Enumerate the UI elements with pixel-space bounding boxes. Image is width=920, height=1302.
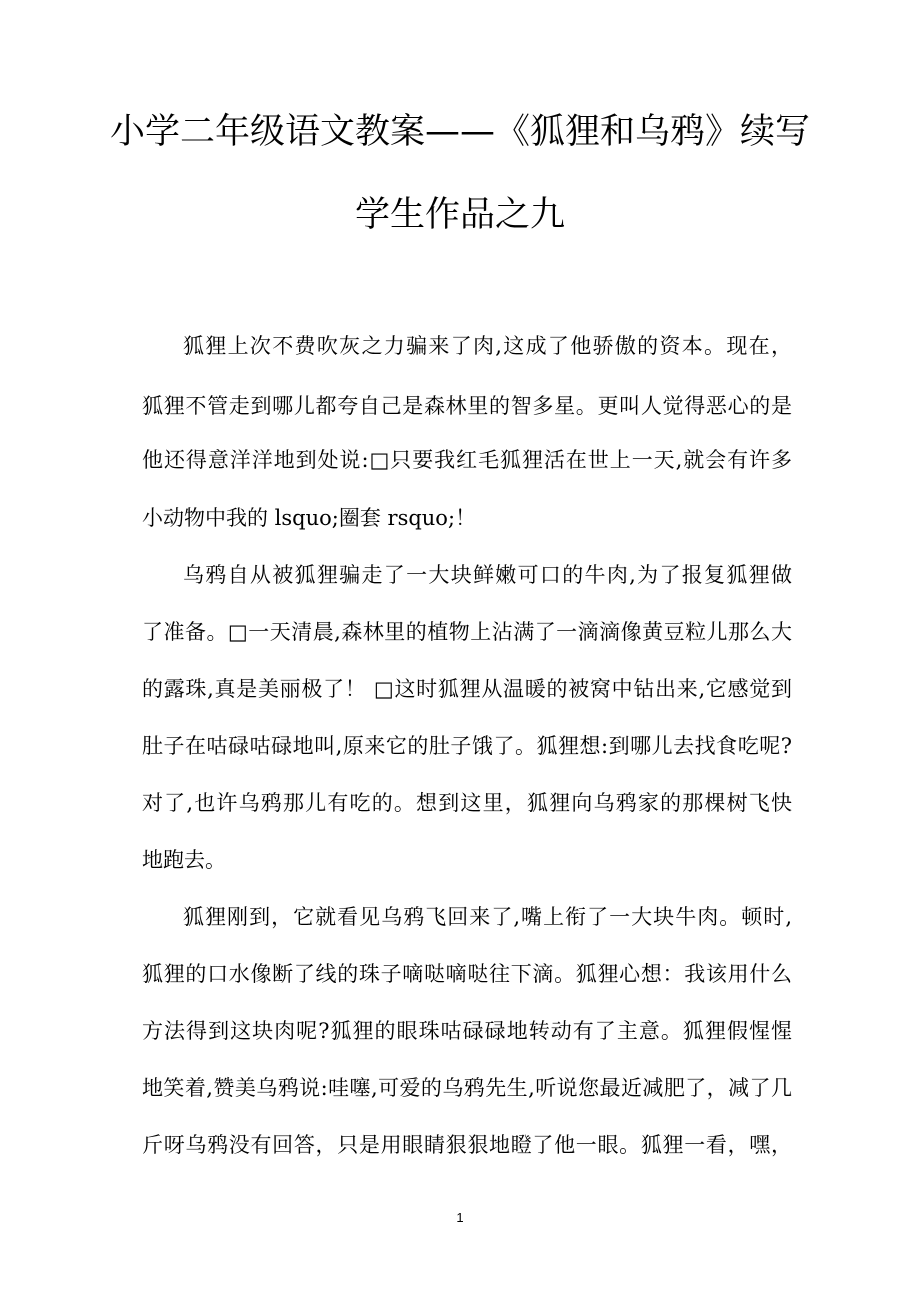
paragraph-3-line-5: 斤呀乌鸦没有回答，只是用眼睛狠狠地瞪了他一眼。狐狸一看，嘿， — [142, 1133, 792, 1157]
paragraph-3-line-3: 方法得到这块肉呢?狐狸的眼珠咕碌碌地转动有了主意。狐狸假惺惺 — [142, 1019, 792, 1043]
paragraph-3-line-4: 地笑着,赞美乌鸦说:哇噻,可爱的乌鸦先生,听说您最近减肥了，减了几 — [142, 1076, 792, 1100]
paragraph-2-line-4: 肚子在咕碌咕碌地叫,原来它的肚子饿了。狐狸想:到哪儿去找食吃呢? — [142, 734, 792, 758]
paragraph-3-line-1: 狐狸刚到，它就看见乌鸦飞回来了,嘴上衔了一大块牛肉。顿时, — [183, 905, 792, 929]
paragraph-1-line-3: 他还得意洋洋地到处说:□只要我红毛狐狸活在世上一天,就会有许多 — [142, 448, 792, 472]
paragraph-2-line-1: 乌鸦自从被狐狸骗走了一大块鲜嫩可口的牛肉,为了报复狐狸做 — [183, 563, 792, 587]
page-number: 1 — [456, 1210, 464, 1225]
paragraph-3-line-2: 狐狸的口水像断了线的珠子嘀哒嘀哒往下滴。狐狸心想：我该用什么 — [142, 962, 792, 986]
paragraph-2-line-5: 对了,也许乌鸦那儿有吃的。想到这里，狐狸向乌鸦家的那棵树飞快 — [142, 791, 792, 815]
paragraph-2-line-3: 的露珠,真是美丽极了！ □这时狐狸从温暖的被窝中钻出来,它感觉到 — [142, 677, 792, 701]
document-title-line-2: 学生作品之九 — [354, 195, 565, 235]
paragraph-2-line-2: 了准备。□一天清晨,森林里的植物上沾满了一滴滴像黄豆粒儿那么大 — [142, 620, 792, 644]
paragraph-1-line-2: 狐狸不管走到哪儿都夸自己是森林里的智多星。更叫人觉得恶心的是 — [142, 394, 792, 418]
paragraph-1-line-4: 小动物中我的 lsquo;圈套 rsquo;！ — [142, 506, 477, 530]
document-title-line-1: 小学二年级语文教案——《狐狸和乌鸦》续写 — [109, 112, 810, 152]
paragraph-1-line-1: 狐狸上次不费吹灰之力骗来了肉,这成了他骄傲的资本。现在， — [183, 334, 792, 358]
paragraph-2-line-6: 地跑去。 — [142, 848, 226, 872]
